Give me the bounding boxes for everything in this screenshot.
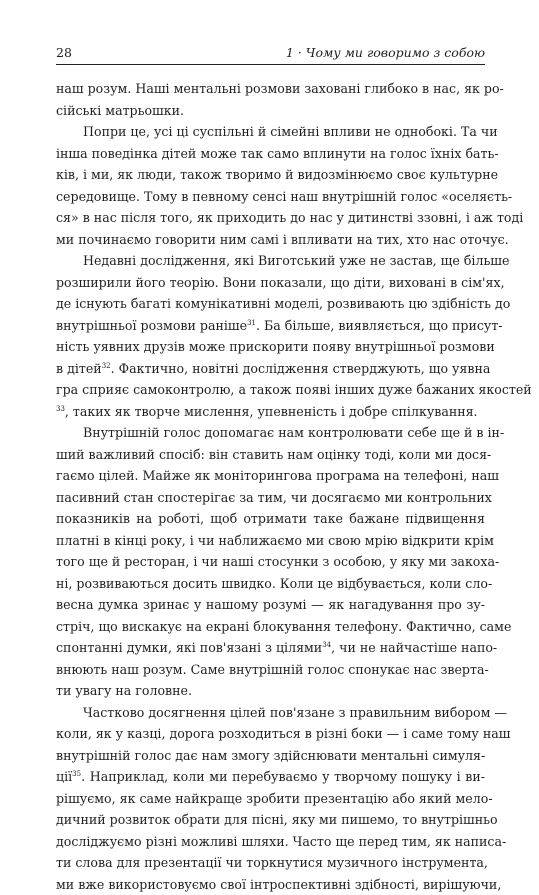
text-line: ти увагу на головне. (56, 680, 485, 702)
running-head: 1 · Чому ми говоримо з собою (286, 45, 485, 60)
paragraph-3 (56, 250, 485, 422)
text-line: гра сприяє самоконтролю, а також появі інших дуже бажаних якостей (56, 379, 485, 401)
text-line: ні, розвиваються досить швидко. Коли це відбувається, коли сло- (56, 573, 485, 595)
text-fragment: в дітей (56, 361, 102, 376)
text-line (56, 358, 485, 380)
text-line: гаємо цілей. Майже як моніторингова програма на телефоні, наш (56, 465, 485, 487)
text-line: внюють наш розум. Саме внутрішній голос спонукає нас зверта- (56, 659, 485, 681)
text-line: пасивний стан спостерігає за тим, чи досягаємо ми контрольних (56, 487, 485, 509)
text-line: інша поведінка дітей може так само вплинути на голос їхніх бать- (56, 143, 485, 165)
text-line: внутрішній голос дає нам змогу здійснювати ментальні симуля- (56, 745, 485, 767)
text-fragment: внутрішньої розмови раніше (56, 318, 247, 333)
paragraph-5 (56, 702, 485, 895)
text-line: того ще й ресторан, і чи наші стосунки з особою, у яку ми закоха- (56, 551, 485, 573)
text-fragment: . Фактично, новітні дослідження стверджують, що уявна (111, 361, 491, 376)
header-rule (56, 64, 485, 65)
text-line: ми починаємо говорити ним самі і впливати на тих, хто нас оточує. (56, 229, 485, 251)
text-line: ми вже використовуємо свої інтроспективні здібності, вирішуючи, (56, 874, 485, 895)
text-line (56, 637, 485, 659)
text-line: платні в кінці року, і чи наближаємо ми свою мрію відкрити крім (56, 530, 485, 552)
footnote-ref-31: 31 (247, 318, 256, 326)
text-line: де існують багаті комунікативні моделі, розвивають цю здібність до (56, 293, 485, 315)
text-line: дичний розвиток обрати для пісні, яку ми пишемо, то внутрішньо (56, 809, 485, 831)
text-line: ти слова для презентації чи торкнутися музичного інструмента, (56, 852, 485, 874)
text-fragment: . Наприклад, коли ми перебуваємо у творчому пошуку і ви- (81, 769, 485, 784)
text-fragment: уявних друзів може прискорити появу внутрішньої розмови (93, 339, 494, 354)
footnote-ref-33: 33 (56, 404, 65, 412)
text-fragment: ції (56, 769, 72, 784)
text-line: ший важливий спосіб: він ставить нам оцінку тоді, коли ми дося- (56, 444, 485, 466)
paragraph-1 (56, 78, 485, 121)
text-line: стріч, що вискакує на екрані блокування телефону. Фактично, саме (56, 616, 485, 638)
paragraph-2 (56, 121, 485, 250)
page-number: 28 (56, 45, 72, 60)
text-line: показників на роботі, щоб отримати таке бажане підвищення (56, 508, 485, 530)
text-line: ків, і ми, як люди, також творимо й видозмінюємо своє культурне (56, 164, 485, 186)
page-header (56, 45, 485, 65)
text-line (56, 315, 485, 337)
text-fragment: спонтанні думки, які пов'язані з цілями (56, 640, 322, 655)
text-line (56, 336, 485, 358)
paragraph-4 (56, 422, 485, 702)
text-line: коли, як у казці, дорога розходиться в різні боки — і саме тому наш (56, 723, 485, 745)
text-line: ся» в нас після того, як приходить до нас у дитинстві ззовні, і аж тоді (56, 207, 485, 229)
text-line: Внутрішній голос допомагає нам контролювати себе ще й в ін- (56, 422, 485, 444)
text-line (56, 401, 485, 423)
text-line: рішуємо, як саме найкраще зробити презентацію або який мело- (56, 788, 485, 810)
text-line: середовище. Тому в певному сенсі наш внутрішній голос «оселяєть- (56, 186, 485, 208)
text-fragment: ність (56, 339, 93, 354)
text-line: розширили його теорію. Вони показали, що діти, виховані в сім'ях, (56, 272, 485, 294)
text-fragment: , чи не найчастіше напо- (331, 640, 497, 655)
text-line: Попри це, усі ці суспільні й сімейні впливи не однобокі. Та чи (56, 121, 485, 143)
page-text (56, 78, 485, 895)
text-line: Недавні дослідження, які Виготський уже не застав, ще більше (56, 250, 485, 272)
text-line: весна думка зринає у нашому розумі — як нагадування про зу- (56, 594, 485, 616)
text-fragment: , таких як творче мислення, упевненість і добре спілкування. (65, 404, 478, 419)
text-line: досліджуємо різні можливі шляхи. Часто ще перед тим, як написа- (56, 831, 485, 853)
text-fragment: . Ба більше, виявляється, що присут- (256, 318, 503, 333)
footnote-ref-32: 32 (102, 361, 111, 369)
footnote-ref-35: 35 (72, 770, 81, 778)
text-line (56, 766, 485, 788)
footnote-ref-34: 34 (322, 641, 331, 649)
text-line: Частково досягнення цілей пов'язане з правильним вибором — (56, 702, 485, 724)
text-line: сійські матрьошки. (56, 100, 485, 122)
text-line: наш розум. Наші ментальні розмови заховані глибоко в нас, як ро- (56, 78, 485, 100)
